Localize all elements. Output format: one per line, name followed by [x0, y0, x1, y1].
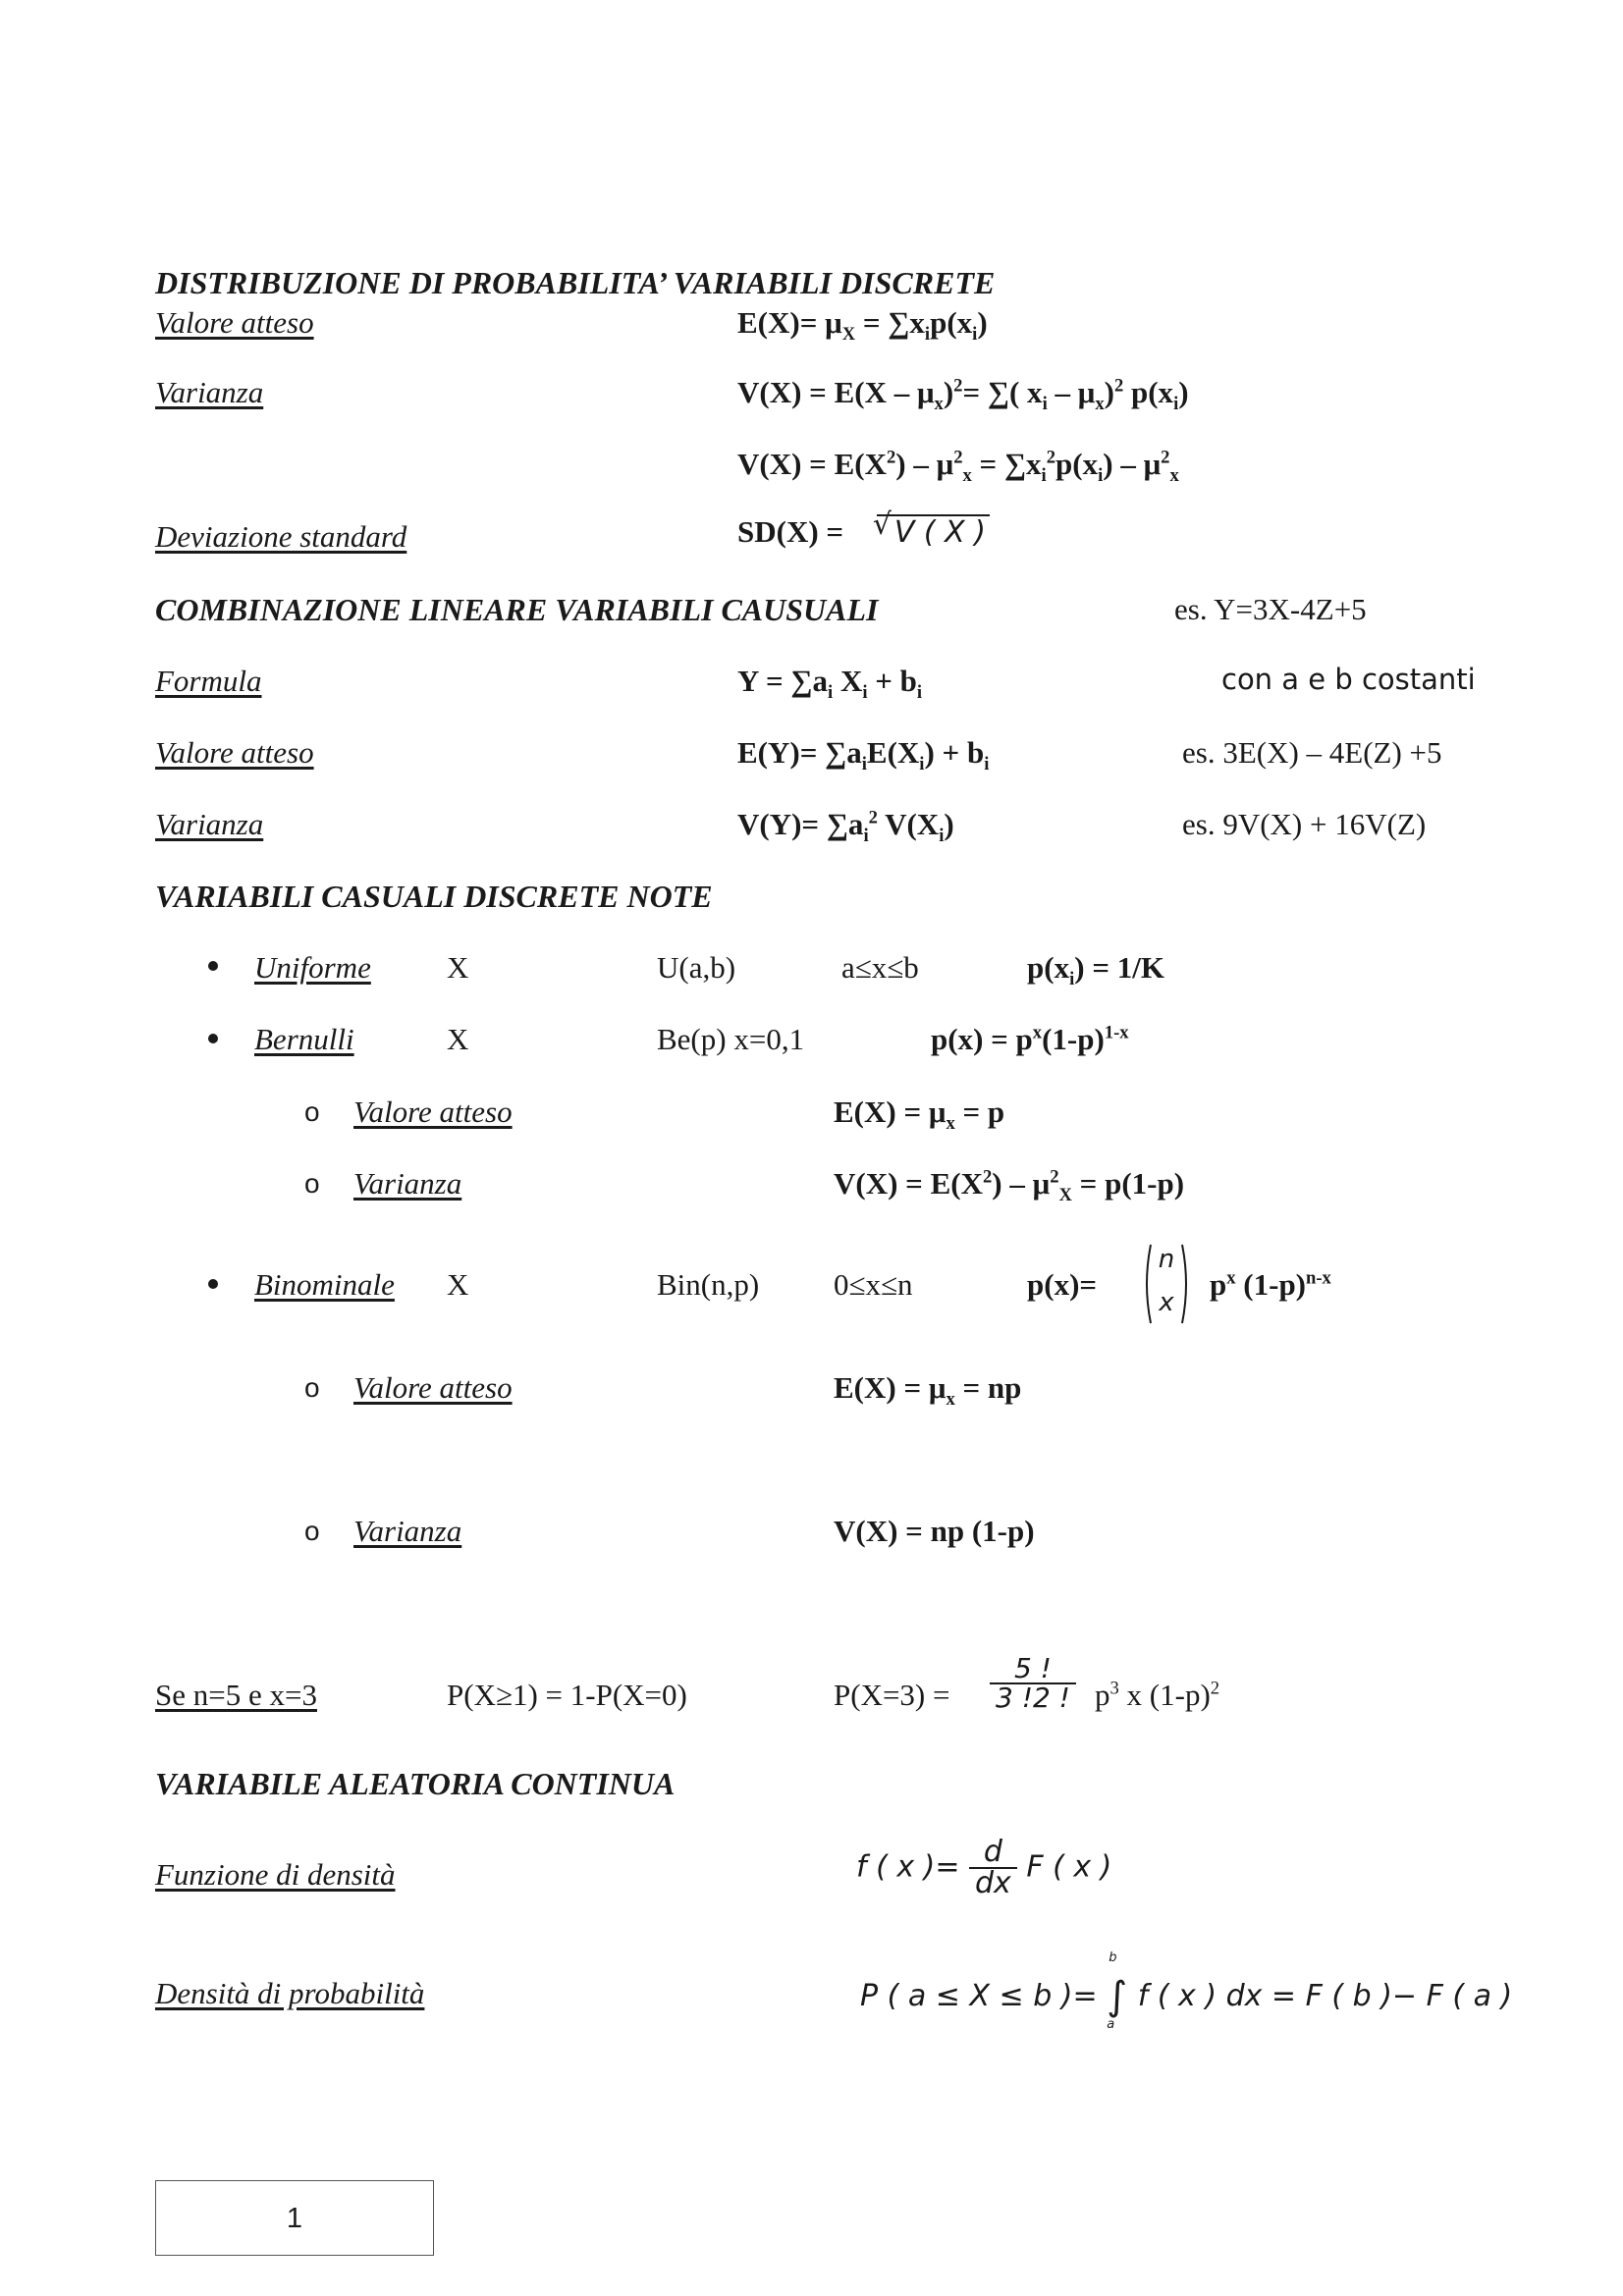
page-number-box: [155, 2180, 434, 2256]
bullet: [208, 1279, 218, 1289]
binominale-var: X: [447, 1267, 469, 1302]
formula-linear-combination: $Y = \sum a_i$ $X_i + b_i$: [737, 664, 923, 704]
example-p-at-least-one: P(X≥1) = 1-P(X=0): [447, 1678, 687, 1712]
formula-variance-linear: $V(Y)= \sum a_i^2$ $V(X_i)$: [737, 807, 954, 847]
example-power-term: $p^3$ x $(1-p)^2$: [1095, 1678, 1220, 1712]
formula-density-function: f ( x )= $\frac{d}{dx}$ F ( x ): [856, 1835, 1112, 1900]
label-funzione-densita: Funzione di densità: [155, 1857, 396, 1892]
label-uniforme: Uniforme: [254, 950, 371, 985]
formula-bernulli: $p(x) = p^x(1-p)^{1-x}$: [931, 1022, 1129, 1056]
sub-bullet: o: [304, 1096, 320, 1127]
bullet: [208, 961, 218, 971]
formula-standard-deviation: SD(X) = √ V ( X ): [737, 514, 990, 548]
sub-bullet: o: [304, 1168, 320, 1199]
example-expected-value: es. 3E(X) – 4E(Z) +5: [1182, 735, 1442, 770]
sub-bullet: o: [304, 1372, 320, 1403]
label-valore-atteso: Valore atteso: [155, 305, 314, 340]
uniforme-var: X: [447, 950, 469, 985]
formula-variance-2: $V(X) = E(X^2) - \mu^2_x = \sum x_i^2p(x_i) - \mu^2_x$: [737, 447, 1179, 487]
binominale-dist: Bin(n,p): [657, 1267, 760, 1302]
uniforme-range: a≤x≤b: [841, 950, 919, 985]
binominale-range: 0≤x≤n: [834, 1267, 913, 1302]
example-linear-combination: es. Y=3X-4Z+5: [1174, 592, 1367, 626]
section-title-linear-combination: COMBINAZIONE LINEARE VARIABILI CAUSUALI: [155, 592, 879, 627]
label-bernulli-varianza: Varianza: [353, 1166, 462, 1201]
example-fraction: $\frac{5 !}{3 !2 !}$: [990, 1655, 1076, 1712]
binomial-coefficient: n x: [1143, 1241, 1190, 1327]
formula-variance-1: $V(X) = E(X - \mu_x)^2=$ ∑( $x_i - \mu_x)^2$ $p(x_i)$: [737, 375, 1189, 415]
section-title-known-distributions: VARIABILI CASUALI DISCRETE NOTE: [155, 879, 713, 914]
example-label: Se n=5 e x=3: [155, 1678, 317, 1712]
bernulli-var: X: [447, 1022, 469, 1056]
example-p-three: P(X=3) =: [834, 1678, 950, 1712]
sub-bullet: o: [304, 1516, 320, 1546]
section-title-continuous: VARIABILE ALEATORIA CONTINUA: [155, 1766, 676, 1801]
formula-binominale-variance: V(X) = np (1-p): [834, 1514, 1035, 1548]
label-bernulli: Bernulli: [254, 1022, 354, 1056]
formula-binominale-suffix: $p^x$ $(1-p)^{n-x}$: [1210, 1267, 1331, 1302]
label-deviazione-standard: Deviazione standard: [155, 519, 407, 554]
label-bernulli-valore-atteso: Valore atteso: [353, 1095, 513, 1129]
formula-expected-value-linear: $E(Y)= \sum a_iE(X_i) + b_i$: [737, 735, 990, 775]
note-constants: con a e b costanti: [1221, 663, 1476, 696]
formula-bernulli-variance: $V(X) = E(X^2) - \mu^2_X = p(1-p)$: [834, 1166, 1185, 1206]
formula-binominale-expected: $E(X) = \mu_x$ = np: [834, 1370, 1022, 1411]
formula-uniforme: $p(x_i) = 1/K$: [1027, 950, 1164, 990]
label-binominale: Binominale: [254, 1267, 395, 1302]
bernulli-dist: Be(p) x=0,1: [657, 1022, 805, 1056]
bullet: [208, 1034, 218, 1043]
section-title-discrete: DISTRIBUZIONE DI PROBABILITA’ VARIABILI DISCRETE: [155, 265, 996, 300]
uniforme-dist: U(a,b): [657, 950, 736, 985]
label-valore-atteso-2: Valore atteso: [155, 735, 314, 770]
page-number: 1: [286, 2203, 303, 2234]
label-varianza-2: Varianza: [155, 807, 264, 841]
label-varianza: Varianza: [155, 375, 264, 409]
formula-expected-value: $E(X)= \mu_X = \sum x_ip(x_i)$: [737, 305, 988, 346]
label-binominale-varianza: Varianza: [353, 1514, 462, 1548]
label-densita-probabilita: Densità di probabilità: [155, 1976, 425, 2010]
label-formula: Formula: [155, 664, 262, 698]
formula-binominale-prefix: p(x)=: [1027, 1267, 1098, 1302]
example-variance: es. 9V(X) + 16V(Z): [1182, 807, 1427, 841]
formula-probability-integral: P ( a ≤ X ≤ b )= b ∫ a f ( x ) dx = F ( b )− F ( a ): [860, 1950, 1513, 2032]
formula-bernulli-expected: $E(X) = \mu_x = p$: [834, 1095, 1005, 1135]
label-binominale-valore-atteso: Valore atteso: [353, 1370, 513, 1405]
